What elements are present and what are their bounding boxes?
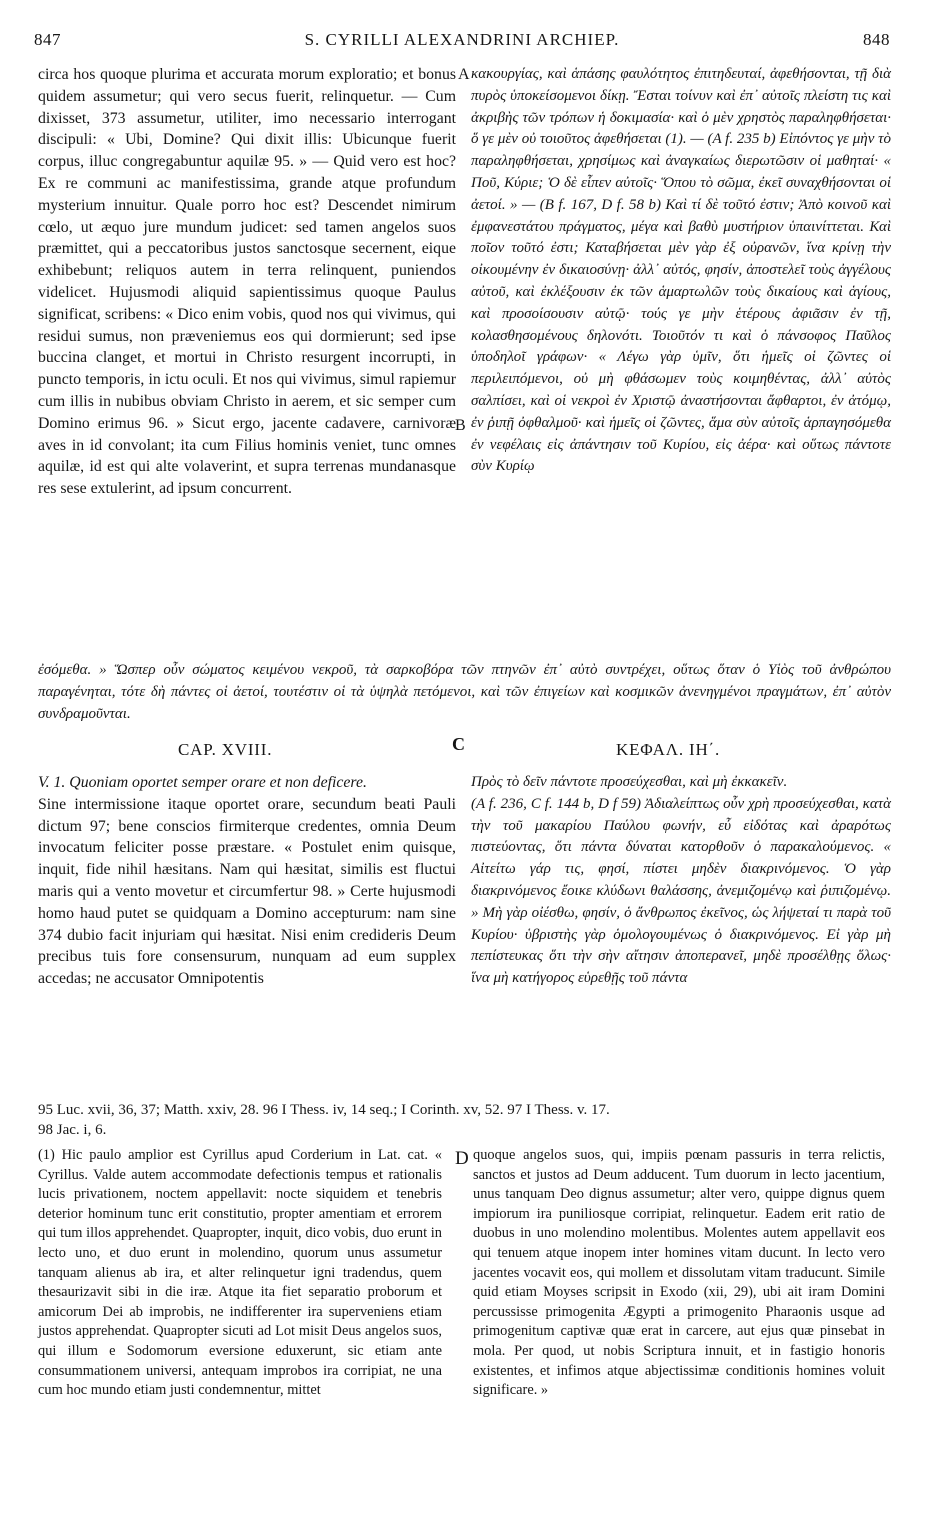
- margin-letter-d: D: [455, 1148, 469, 1169]
- latin-column-top: [38, 64, 456, 500]
- greek-full-width-block: [38, 660, 891, 725]
- chapter-heading-latin: CAP. XVIII.: [178, 740, 273, 759]
- scripture-footnote-text: 95 Luc. xvii, 36, 37; Matth. xxiv, 28. 96 I Thess. iv, 14 seq.; I Corinth. xv, 52. 97 I Thess. v. 17. 98 Jac. i, 6.: [38, 1102, 610, 1138]
- greek-column-top: [471, 64, 891, 478]
- latin-text-bottom: Sine intermissione itaque oportet orare, secundum beati Pauli dictum 97; bene conscios firmiterque credentes, omnia Deum invocatum feliciter posse præstare. « Postulet enim quisque, inquit, fide nihil hæsitans. Nam qui hæsitat, similis est fluctui maris qui a vento movetur et circumfertur 98. » Certe hujusmodi homo haud putet se quidquam a Domino accepturum: nam sine 374 dubio facit injuriam qui hæsitat. Nisi enim credideris Deum precibus tuis fore consensurum, nunquam ad eum supplex accedas; ne accusator Omnipotentis: [38, 795, 456, 988]
- greek-column-bottom: [471, 772, 891, 990]
- latin-column-bottom: [38, 772, 456, 990]
- margin-letter-c: C: [452, 734, 465, 754]
- running-head: [34, 30, 890, 56]
- greek-text-full: ἐσόμεθα. » Ὥσπερ οὖν σώματος κειμένου νεκροῦ, τὰ σαρκοβόρα τῶν πτηνῶν ἐπ᾽ αὐτὸ συντρέχει, οὕτως ὅταν ὁ Υἱὸς τοῦ ἀνθρώπου παραγένηται, τότε δὴ πάντες οἱ ἀετοί, τουτέστιν οἱ τὰ ὑψηλὰ πετόμενοι, καὶ τῶν ἐπιγείων καὶ κοσμικῶν ἀνενηγμένοι πραγμάτων, ἐπ᾽ αὐτὸν συνδραμοῦνται.: [38, 662, 891, 722]
- margin-letter-a: A: [458, 66, 470, 83]
- note-column-left: (1) Hic paulo amplior est Cyrillus apud Corderium in Lat. cat. « Cyrillus. Valde autem accommodate defectionis tempus et rationalis lucis privationem, noctem appellavit: nocte siquidem et tenebris deterior hominum tunc erit constitutio, propter amentiam et errorem qui tum illos apprehendet. Quapropter, inquit, dico vobis, duo erunt in lecto uno, et duo erunt in molendino, quorum unus assumetur tanquam alienus ab ira, et alter relinquetur igni tradendus, quem thesaurizavit sibi in die iræ. Atque ita fiet separatio proborum et amicorum Dei ab improbis, ne indifferenter ira superveniens etiam justos apprehendat. Quapropter sicuti ad Lot misit Deus angelos suos, qui illum e Sodomorum eversione eduxerunt, sic etiam ante consummationem universi, antequam improbos ira corripiat, ne una cum hoc mundo etiam justi condemnentur, mittet: [38, 1147, 442, 1399]
- scripture-footnotes: [38, 1100, 891, 1140]
- chapter-heading-greek: ΚΕΦΑΛ. ΙΗ΄.: [616, 740, 721, 759]
- page-number-left: 847: [34, 30, 61, 49]
- note-column-right: quoque angelos suos, qui, impiis pœnam passuris in terra relictis, sanctos et justos ad Deum adducent. Tum duorum in lecto jacentium, unus tanquam Deo dignus assumetur; alter vero, quippe dignus quem impiorum ira puniliosque corripiat, relinquetur. Eadem erit ratio de duobus in uno molendino molentibus. Molentes autem appellavit eos qui tenuem atque inopem inter homines vitam ducunt. In lecto vero jacentes vocavit eos, qui mollem et dissolutam vitam traducunt. Simile quid etiam Moyses scripsit in Exodo (xii, 29), ubi ait iram Domini percussisse primogenita Ægypti a primogenito Pharaonis usque ad primogenitum captivæ quæ erat in carcere, aut ejus quæ pinsebat in mola. Per quod, ut nobis Scriptura innuit, et in fastigio honoris existentes, et infimos atque abjectissimæ conditionis homines voluit significare. »: [473, 1147, 885, 1399]
- greek-text-bottom: (A f. 236, C f. 144 b, D f 59) Ἀδιαλείπτως οὖν χρὴ προσεύχεσθαι, κατὰ τὴν τοῦ μακαρίου Παύλου φωνήν, εὖ εἰδότας καὶ ἀραρότως πιστεύοντας, ὅτι πάντα δύναται κατορθοῦν ὁ παρακαλούμενος. « Αἰτείτω γάρ τις, φησί, πίστει μηδὲν διακρινόμενος. Ὁ γὰρ διακρινόμενος ἔοικε κλύδωνι θαλάσσης, ἀνεμιζομένῳ καὶ ῥιπιζομένῳ. » Μὴ γὰρ οἰέσθω, φησίν, ὁ ἄνθρωπος ἐκεῖνος, ὡς λήψεταί τι παρὰ τοῦ Κυρίου· ὑβριστὴς γὰρ ὁμολογουμένως ὁ διακρινόμενος. Εἰ γὰρ μὴ πεπίστευκας ὅτι τὴν σὴν αἴτησιν ἀποπερανεῖ, μηδὲ προσέλθῃς ὅλως· ἵνα μὴ κατήγορος εὑρεθῇς τοῦ πάντα: [471, 795, 891, 987]
- running-title: S. CYRILLI ALEXANDRINI ARCHIEP.: [304, 30, 620, 49]
- greek-text-top: κακουργίας, καὶ ἁπάσης φαυλότητος ἐπιτηδευταί, ἀφεθήσονται, τῇ διὰ πυρὸς ὑποκείσομενοι δίκῃ. Ἔσται τοίνυν καὶ ἐπ᾽ αὐτοῖς πλείστη τις καὶ ἀκριβὴς τῶν τρόπων ἡ δοκιμασία· καὶ ὁ μὲν χρηστὸς παραληφθήσεται· ὅ γε μὲν οὐ τοιοῦτος ἀφεθήσεται (1). — (A f. 235 b) Εἰπόντος γε μὴν τὸ παραληφθήσεται, χρησίμως καὶ ἀναγκαίως διερωτῶσιν οἱ μαθηταί· « Ποῦ, Κύριε; Ὁ δὲ εἶπεν αὐτοῖς· Ὅπου τὸ σῶμα, ἐκεῖ συναχθήσονται οἱ ἀετοί. » — (B f. 167, D f. 58 b) Καὶ τί δὲ τοῦτό ἐστιν; Ἀπὸ κοινοῦ καὶ ἐμφανεστάτου πράγματος, μέγα καὶ βαθὺ μυστήριον ὑπαινίττεται. Καὶ ποῖον τοῦτό ἐστι; Καταβήσεται μὲν γὰρ ἐξ οὐρανῶν, ἵνα κρίνῃ τὴν οἰκουμένην ἐν δικαιοσύνῃ· ἀλλ᾽ αὐτός, φησίν, ἀποστελεῖ τοὺς ἀγγέλους αὐτοῦ, καὶ ἐκλέξουσιν ἐκ τῶν ἁμαρτωλῶν τοὺς δικαίους καὶ ἁγίους, καὶ προσοίσουσιν αὐτῷ· τούς γε μὴν ἑτέρους ἀφιᾶσιν ἐν τῇ, κολασθησομένους δηλονότι. Τοιοῦτόν τι καὶ ὁ πάνσοφος Παῦλος ὑποδηλοῖ γράφων· « Λέγω γὰρ ὑμῖν, ὅτι ἡμεῖς οἱ ζῶντες οἱ περιλειπόμενοι, οὐ μὴ φθάσωμεν τοὺς κοιμηθέντας, ἀλλ᾽ αὐτὸς σαλπίσει, καὶ οἱ νεκροὶ ἐν Χριστῷ ἀναστήσονται ἄφθαρτοι, ἐν ἀτόμῳ, ἐν ῥιπῇ ὀφθαλμοῦ· καὶ ἡμεῖς οἱ ζῶντες, ἅμα σὺν αὐτοῖς ἁρπαγησόμεθα ἐν νεφέλαις εἰς ἀπάντησιν τοῦ Κυρίου, εἰς ἀέρα· καὶ οὕτως πάντοτε σὺν Κυρίῳ: [471, 66, 891, 475]
- latin-text-top: circa hos quoque plurima et accurata morum exploratio; et bonus quidem assumetur; qui vero secus fuerit, relinquetur. — Cum dixisset, 373 assumetur, utiliter, imo necessario interrogant discipuli: « Ubi, Domine? Qui dixit illis: Ubicunque fuerit corpus, illuc congregabuntur aquilæ 95. » — Quid vero est hoc? Ex re communi ac manifestissima, grande atque profundum mysterium innuitur. Quale porro hoc est? Descendet nimirum cœlo, ut æquo jure mundum judicet: sed tamen angelos suos præmittet, qui a peccatoribus justos sanctosque secernent, eique exhibebunt; reliquos autem in terra relinquent, puniendos videlicet. Hujusmodi aliquid sapientissimus quoque Paulus significat, scribens: « Dico enim vobis, quod nos qui vivimus, qui residui sumus, non præveniemus eos qui dormierunt; sed ipse buccina clanget, et mortui in Christo resurgent incorrupti, in puncto temporis, in ictu oculi. Et nos qui vivimus, simul rapiemur cum illis in nubibus obviam Christo in aerem, et sic semper cum Domino erimus 96. » Sicut ergo, jacente cadavere, carnivoræ aves in id convolant; ita cum Filius hominis veniet, tunc omnes aquilæ, id est qui alte volaverint, et supra terrenas mundanasque res sese extulerint, ad ipsum concurrent.: [38, 66, 456, 498]
- greek-verse-title: Πρὸς τὸ δεῖν πάντοτε προσεύχεσθαι, καὶ μὴ ἐκκακεῖν.: [471, 774, 788, 790]
- page-number-right: 848: [863, 30, 890, 49]
- latin-verse-title: V. 1. Quoniam oportet semper orare et non deficere.: [38, 774, 367, 791]
- margin-letter-b: B: [455, 417, 466, 434]
